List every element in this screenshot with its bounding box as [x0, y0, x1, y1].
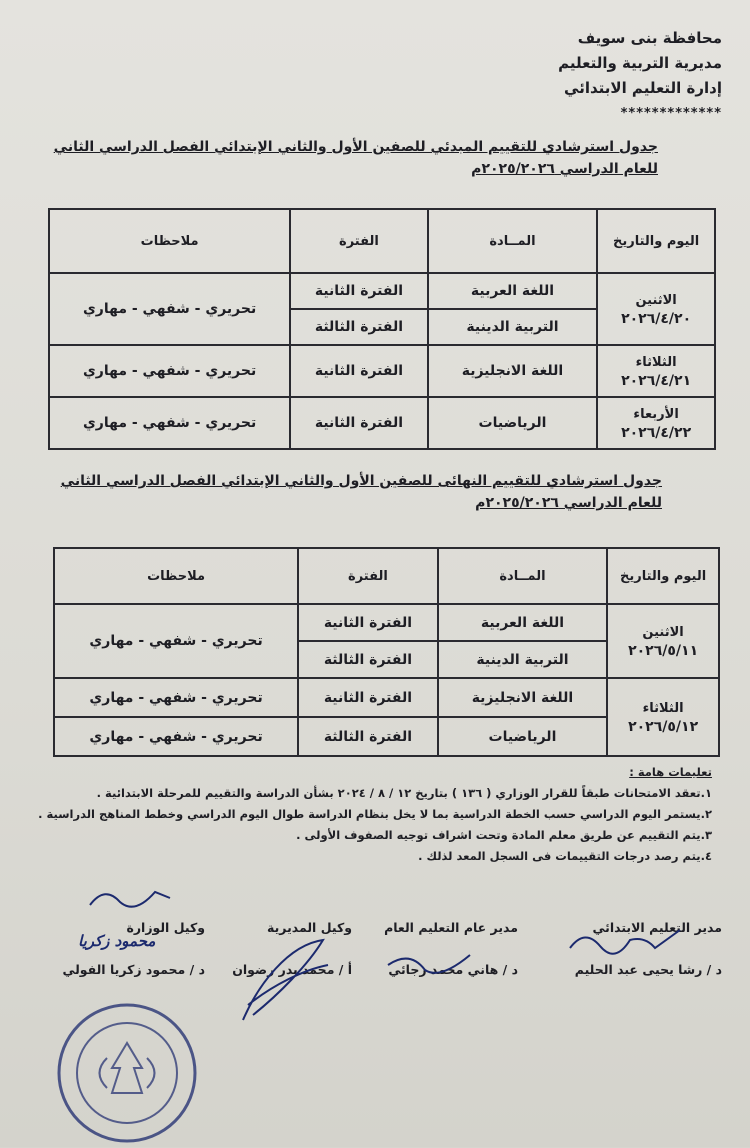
handwritten-initial: [85, 880, 175, 920]
notes-cell: تحريري - شفهي - مهاري: [49, 345, 290, 397]
final-assessment-table: [53, 547, 720, 757]
period-cell: الفترة الثانية: [290, 345, 428, 397]
day-name: الثلاثاء: [642, 701, 684, 716]
signature-name: د / محمود زكريا الفولي: [62, 962, 205, 977]
period-cell: الفترة الثالثة: [298, 641, 438, 678]
subject-cell: الرياضيات: [428, 397, 598, 449]
handwritten-name: محمود زكريا: [78, 932, 156, 950]
day-cell: [607, 678, 719, 756]
instructions-title: تعليمات هامة :: [629, 765, 712, 779]
governorate-line: محافظة بنى سويف: [577, 29, 722, 47]
handwritten-signature-3: [228, 925, 338, 1035]
header-notes: ملاحظات: [54, 548, 298, 604]
subject-cell: التربية الدينية: [438, 641, 608, 678]
table1-title-line2: للعام الدراسي ٢٠٢٥/٢٠٢٦م: [471, 161, 658, 177]
day-cell: [607, 604, 719, 678]
table2-title-line1: جدول استرشادي للتقييم النهائى للصفين الأول والثاني الإبتدائي الفصل الدراسي الثاني: [60, 473, 662, 489]
table1-title-line1: جدول استرشادي للتقييم المبدئي للصفين الأول والثاني الإبتدائي الفصل الدراسي الثاني: [53, 139, 658, 155]
administration-line: إدارة التعليم الابتدائي: [564, 79, 722, 97]
notes-cell: تحريري - شفهي - مهاري: [54, 604, 298, 678]
table-header-row: [54, 548, 719, 604]
table-row: [54, 678, 719, 717]
subject-cell: التربية الدينية: [428, 309, 598, 345]
signature-name: د / رشا يحيى عبد الحليم: [574, 962, 722, 977]
notes-cell: تحريري - شفهي - مهاري: [49, 273, 290, 345]
signature-title: مدير عام التعليم العام: [384, 920, 518, 935]
period-cell: الفترة الثالثة: [290, 309, 428, 345]
period-cell: الفترة الثالثة: [298, 717, 438, 756]
table-row: [49, 397, 715, 449]
day-name: الأربعاء: [633, 407, 679, 422]
period-cell: الفترة الثانية: [298, 678, 438, 717]
instructions-block: [32, 762, 712, 867]
table-row: [49, 345, 715, 397]
notes-cell: تحريري - شفهي - مهاري: [54, 717, 298, 756]
instruction-item: ٤.يتم رصد درجات التقييمات فى السجل المعد لذلك .: [418, 849, 712, 863]
directorate-line: مديرية التربية والتعليم: [558, 54, 722, 72]
day-date: ٢٠٢٦/٥/١١: [628, 643, 699, 659]
subject-cell: اللغة الانجليزية: [438, 678, 608, 717]
subject-cell: اللغة العربية: [438, 604, 608, 641]
day-name: الثلاثاء: [635, 355, 677, 370]
day-cell: [597, 397, 715, 449]
signature-title: مدير التعليم الابتدائي: [592, 920, 722, 935]
day-name: الاثنين: [642, 625, 684, 640]
stars-divider: *************: [620, 106, 722, 121]
day-date: ٢٠٢٦/٤/٢٢: [621, 425, 692, 441]
period-cell: الفترة الثانية: [298, 604, 438, 641]
notes-cell: تحريري - شفهي - مهاري: [54, 678, 298, 717]
header-subject: المــادة: [438, 548, 608, 604]
signature-title: وكيل الوزارة: [126, 920, 205, 935]
table2-title-line2: للعام الدراسي ٢٠٢٥/٢٠٢٦م: [475, 495, 662, 511]
day-cell: [597, 273, 715, 345]
subject-cell: الرياضيات: [438, 717, 608, 756]
instruction-item: ٣.يتم التقييم عن طريق معلم المادة وتحت اشراف توجيه الصفوف الأولى .: [296, 828, 712, 842]
initial-assessment-table: [48, 208, 716, 450]
header-period: الفترة: [298, 548, 438, 604]
header-subject: المــادة: [428, 209, 598, 273]
header-day: اليوم والتاريخ: [607, 548, 719, 604]
signature-name: أ / محمد بدر رضوان: [232, 962, 352, 977]
day-date: ٢٠٢٦/٤/٢١: [621, 373, 692, 389]
period-cell: الفترة الثانية: [290, 397, 428, 449]
handwritten-signature-1: [560, 918, 690, 963]
day-cell: [597, 345, 715, 397]
day-name: الاثنين: [635, 293, 677, 308]
signature-name: د / هاني محمد رجائي: [388, 962, 518, 977]
subject-cell: اللغة الانجليزية: [428, 345, 598, 397]
header-notes: ملاحظات: [49, 209, 290, 273]
table2-title: [52, 470, 662, 514]
table-header-row: [49, 209, 715, 273]
day-date: ٢٠٢٦/٥/١٢: [628, 719, 699, 735]
period-cell: الفترة الثانية: [290, 273, 428, 309]
instruction-item: ١.تعقد الامتحانات طبقاً للقرار الوزاري ( ١٣٦ ) بتاريخ ١٢ / ٨ / ٢٠٢٤ بشأن الدراسة والتقييم للمرحلة الابتدائية .: [96, 786, 712, 800]
day-date: ٢٠٢٦/٤/٢٠: [621, 311, 692, 327]
letterhead: [558, 26, 722, 126]
notes-cell: تحريري - شفهي - مهاري: [49, 397, 290, 449]
table-row: [49, 273, 715, 309]
header-period: الفترة: [290, 209, 428, 273]
table-row: [54, 604, 719, 641]
instruction-item: ٢.يستمر اليوم الدراسي حسب الخطة الدراسية بما لا يخل بنظام الدراسة طوال اليوم الدراسي وخطط المناهج الدراسية .: [38, 807, 712, 821]
signature-title: وكيل المديرية: [267, 920, 352, 935]
header-day: اليوم والتاريخ: [597, 209, 715, 273]
subject-cell: اللغة العربية: [428, 273, 598, 309]
table1-title: [48, 136, 658, 180]
handwritten-signature-2: [380, 945, 480, 985]
official-stamp: [52, 998, 202, 1148]
